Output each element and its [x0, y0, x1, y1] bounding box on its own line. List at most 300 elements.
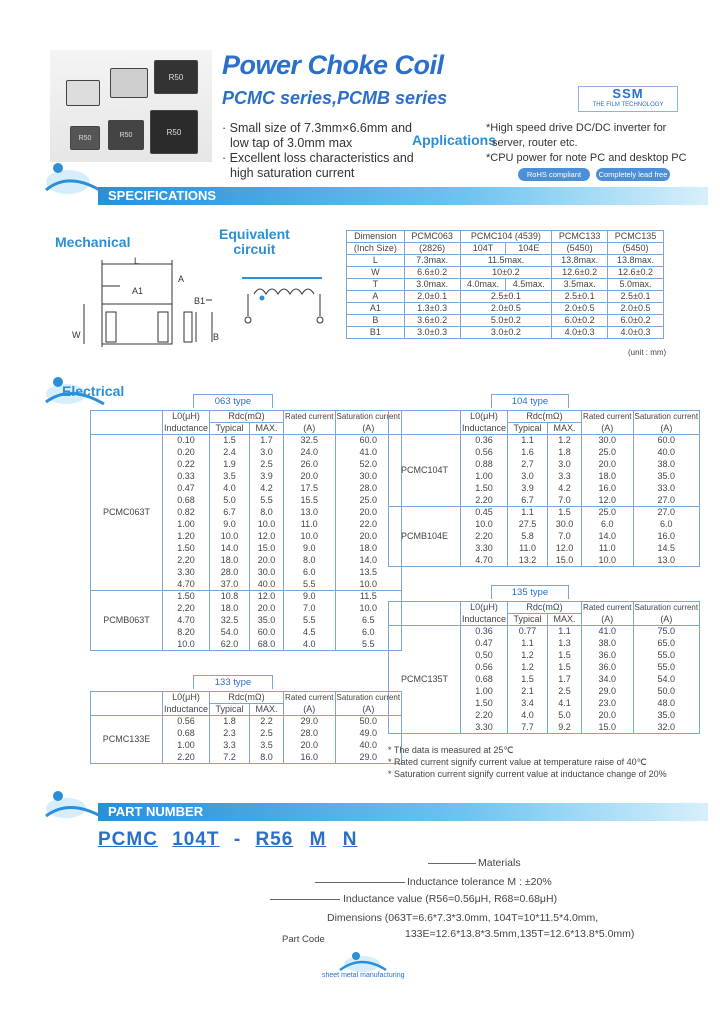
dim-row [347, 291, 664, 303]
dim-head: (5450) [552, 243, 608, 255]
table-cell: 1.6 [508, 447, 548, 459]
table-cell: 25.0 [582, 507, 633, 519]
table-cell: 17.5 [284, 483, 335, 495]
dim-head: PCMC063 [404, 231, 460, 243]
header-unit: (A) [284, 704, 335, 716]
feature-list [222, 121, 422, 181]
table-cell: 12.0 [250, 531, 284, 543]
dim-cell: 12.6±0.2 [608, 267, 664, 279]
dim-cell: A [347, 291, 405, 303]
header-unit: (A) [633, 614, 700, 626]
table-cell: 15.0 [548, 555, 582, 567]
table-cell: 4.70 [461, 555, 508, 567]
table-cell: 54.0 [210, 627, 250, 639]
table-cell: 0.68 [163, 728, 210, 740]
dim-cell: 13.8max. [608, 255, 664, 267]
table-cell: 16.0 [582, 483, 633, 495]
table-cell: 4.0 [284, 639, 335, 651]
dim-head: PCMC133 [552, 231, 608, 243]
table-cell: 27.5 [508, 519, 548, 531]
header-inductance: Inductance [462, 613, 507, 624]
logo-subtext: THE FILM TECHNOLOGY [592, 102, 664, 108]
table-cell: 2.5 [250, 459, 284, 471]
table-cell: 9.0 [210, 519, 250, 531]
table-cell: 62.0 [210, 639, 250, 651]
table-cell: 30.0 [548, 519, 582, 531]
dim-label-a1: A1 [132, 286, 144, 296]
table-cell: 9.2 [548, 722, 582, 734]
header-blank [91, 692, 163, 716]
table-cell: 1.1 [508, 638, 548, 650]
header-rated: Rated current [285, 412, 334, 422]
table-cell: 55.0 [633, 662, 700, 674]
table-cell: 20.0 [284, 471, 335, 483]
table-cell: 2.3 [210, 728, 250, 740]
dim-cell: A1 [347, 303, 405, 315]
table-cell: 4.0 [508, 710, 548, 722]
table-cell: 15.5 [284, 495, 335, 507]
leader-line [315, 882, 405, 883]
table-cell: 6.5 [335, 615, 402, 627]
table-cell: 4.1 [548, 698, 582, 710]
applications-list [486, 121, 716, 166]
table-cell: 32.5 [284, 435, 335, 447]
table-cell: 25.0 [582, 447, 633, 459]
dim-cell: L [347, 255, 405, 267]
table-cell: 10.0 [163, 639, 210, 651]
table-cell: 27.0 [633, 495, 700, 507]
table-cell: 1.2 [508, 662, 548, 674]
dim-cell: 3.6±0.2 [404, 315, 460, 327]
dim-cell: 5.0±0.2 [460, 315, 552, 327]
table-cell: 1.50 [461, 698, 508, 710]
table-header [91, 411, 402, 423]
table-cell: 10.0 [335, 579, 402, 591]
table-header [389, 411, 700, 423]
table-cell: 23.0 [582, 698, 633, 710]
dim-label-b: B [213, 332, 220, 342]
table-cell: 40.0 [633, 447, 700, 459]
table-cell: 50.0 [335, 716, 402, 728]
table-cell: 2.1 [508, 686, 548, 698]
header-unit: (A) [582, 614, 633, 626]
table-row [91, 591, 402, 603]
header-max: MAX. [548, 614, 582, 626]
table-cell: 40.0 [335, 740, 402, 752]
table-cell: 2.20 [163, 555, 210, 567]
table-row [389, 507, 700, 519]
dim-cell: 3.0±0.3 [404, 327, 460, 339]
table-cell: 65.0 [633, 638, 700, 650]
table-cell: 10.8 [210, 591, 250, 603]
dim-cell: 10±0.2 [460, 267, 552, 279]
table-cell: 5.0 [210, 495, 250, 507]
header-unit: (A) [633, 423, 700, 435]
table-cell: 1.1 [548, 626, 582, 638]
table-cell: 18.0 [210, 555, 250, 567]
dim-cell: 12.6±0.2 [552, 267, 608, 279]
table-cell: 25.0 [335, 495, 402, 507]
table-cell: 2.5 [548, 686, 582, 698]
table-cell: 1.5 [548, 650, 582, 662]
table-cell: 11.0 [582, 543, 633, 555]
table-cell: 35.0 [633, 471, 700, 483]
chip-image [66, 80, 100, 106]
table-cell: 2.20 [163, 603, 210, 615]
table-cell: 7.0 [284, 603, 335, 615]
table-cell: 6.0 [582, 519, 633, 531]
header-lo: L0(μH) [163, 411, 210, 423]
table-cell: 12.0 [548, 543, 582, 555]
header-unit: (A) [582, 423, 633, 435]
table-cell: 28.0 [284, 728, 335, 740]
header-lo: L0(μH) [163, 692, 210, 704]
header-lo: L0(μH) [461, 411, 508, 423]
pn-tolerance: M [309, 829, 327, 850]
table-cell: 0.45 [461, 507, 508, 519]
table-cell: 1.1 [508, 507, 548, 519]
leader-line [270, 899, 340, 900]
table-cell: 30.0 [582, 435, 633, 447]
header-rdc: Rdc(mΩ) [210, 411, 284, 423]
dim-cell: 11.5max. [460, 255, 552, 267]
table-row [91, 435, 402, 447]
specifications-bar: SPECIFICATIONS [98, 187, 708, 205]
dim-head: PCMC104 (4539) [460, 231, 552, 243]
chip-image [110, 68, 148, 98]
header-max: MAX. [548, 423, 582, 435]
dim-cell: 7.3max. [404, 255, 460, 267]
leader-line [428, 863, 476, 864]
header-max: MAX. [250, 704, 284, 716]
type-label-135: 135 type [491, 585, 569, 599]
table-cell: 14.0 [210, 543, 250, 555]
dim-cell: 4.5max. [506, 279, 552, 291]
table-cell: 1.5 [210, 435, 250, 447]
table-cell: 6.0 [284, 567, 335, 579]
feature-item: · Excellent loss characteristics and [222, 151, 414, 165]
table-cell: 18.0 [582, 471, 633, 483]
table-cell: 18.0 [335, 543, 402, 555]
table-cell: 54.0 [633, 674, 700, 686]
table-cell: 4.5 [284, 627, 335, 639]
table-cell: 5.5 [284, 579, 335, 591]
table-cell: 2.20 [461, 495, 508, 507]
application-item: server, router etc. [492, 137, 578, 149]
table-cell: 10.0 [284, 531, 335, 543]
table-cell: 12.0 [250, 591, 284, 603]
series-name: PCMB063T [91, 591, 163, 651]
table-cell: 1.8 [210, 716, 250, 728]
table-cell: 60.0 [633, 435, 700, 447]
dim-label-w: W [72, 330, 81, 340]
table-cell: 1.00 [461, 686, 508, 698]
dim-cell: 3.0max. [404, 279, 460, 291]
type-label-104: 104 type [491, 394, 569, 408]
dim-row [347, 255, 664, 267]
equivalent-circuit-label [219, 227, 290, 257]
application-item: *High speed drive DC/DC inverter for [486, 122, 667, 134]
header-typical: Typical [210, 704, 250, 716]
table-cell: 1.5 [548, 662, 582, 674]
application-item: *CPU power for note PC and desktop PC [486, 152, 687, 164]
dim-cell: 13.8max. [552, 255, 608, 267]
table-cell: 13.0 [633, 555, 700, 567]
table-cell: 36.0 [582, 662, 633, 674]
table-cell: 35.0 [633, 710, 700, 722]
inductor-symbol [242, 270, 337, 330]
table-cell: 3.5 [250, 740, 284, 752]
table-cell: 1.5 [548, 507, 582, 519]
series-name: PCMC133E [91, 716, 163, 764]
header-unit: (A) [335, 423, 402, 435]
pn-value-desc: Inductance value (R56=0.56μH, R68=0.68μH) [343, 893, 558, 905]
table-cell: 16.0 [284, 752, 335, 764]
table-cell: 3.0 [508, 471, 548, 483]
table-cell: 6.0 [633, 519, 700, 531]
pn-tolerance-desc: Inductance tolerance M : ±20% [407, 876, 552, 888]
table-cell: 0.56 [163, 716, 210, 728]
dim-cell: 1.3±0.3 [404, 303, 460, 315]
table-cell: 29.0 [335, 752, 402, 764]
table-cell: 28.0 [210, 567, 250, 579]
table-cell: 0.47 [461, 638, 508, 650]
table-cell: 11.0 [508, 543, 548, 555]
table-cell: 4.2 [250, 483, 284, 495]
chip-image: R50 [108, 120, 144, 150]
chip-image: R50 [150, 110, 198, 154]
table-cell: 0.10 [163, 435, 210, 447]
table-cell: 3.0 [548, 459, 582, 471]
dim-cell: 2.0±0.5 [552, 303, 608, 315]
table-cell: 29.0 [582, 686, 633, 698]
footer-logo-text: sheet metal manufacturing [322, 972, 405, 979]
table-cell: 0.50 [461, 650, 508, 662]
table-cell: 28.0 [335, 483, 402, 495]
table-cell: 1.00 [163, 740, 210, 752]
table-cell: 10.0 [461, 519, 508, 531]
table-cell: 10.0 [250, 519, 284, 531]
table-cell: 30.0 [250, 567, 284, 579]
part-number-bar: PART NUMBER [98, 803, 708, 821]
table-cell: 3.3 [210, 740, 250, 752]
dim-label-b1: B1 [194, 296, 206, 306]
table-cell: 1.2 [508, 650, 548, 662]
header-sat: Saturation current [634, 412, 699, 422]
table-104 [388, 410, 700, 567]
table-cell: 22.0 [335, 519, 402, 531]
dim-cell: 2.0±0.5 [460, 303, 552, 315]
header-rated: Rated current [583, 412, 632, 422]
table-cell: 3.5 [210, 471, 250, 483]
chip-image: R50 [70, 126, 100, 150]
dim-cell: B [347, 315, 405, 327]
table-cell: 4.2 [548, 483, 582, 495]
dim-cell: 4.0max. [460, 279, 506, 291]
table-cell: 6.7 [508, 495, 548, 507]
table-cell: 8.0 [250, 507, 284, 519]
table-cell: 0.47 [163, 483, 210, 495]
type-label-133: 133 type [193, 675, 273, 689]
table-cell: 68.0 [250, 639, 284, 651]
table-cell: 7.0 [548, 531, 582, 543]
table-cell: 1.7 [250, 435, 284, 447]
dim-cell: 2.0±0.1 [404, 291, 460, 303]
table-cell: 7.2 [210, 752, 250, 764]
table-cell: 7.7 [508, 722, 548, 734]
table-135 [388, 601, 700, 734]
table-cell: 12.0 [582, 495, 633, 507]
dim-cell: 3.0±0.2 [460, 327, 552, 339]
dim-row [347, 327, 664, 339]
table-cell: 2.7 [508, 459, 548, 471]
header-blank [389, 602, 461, 626]
table-cell: 0.56 [461, 662, 508, 674]
table-cell: 4.70 [163, 615, 210, 627]
dim-cell: B1 [347, 327, 405, 339]
table-cell: 34.0 [582, 674, 633, 686]
header-rdc: Rdc(mΩ) [210, 692, 284, 704]
part-number-example [98, 829, 357, 851]
table-cell: 6.7 [210, 507, 250, 519]
table-cell: 14.0 [335, 555, 402, 567]
table-cell: 2.2 [250, 716, 284, 728]
table-cell: 3.30 [163, 567, 210, 579]
table-cell: 27.0 [633, 507, 700, 519]
table-cell: 14.0 [582, 531, 633, 543]
table-cell: 32.5 [210, 615, 250, 627]
dim-cell: 3.5max. [552, 279, 608, 291]
mechanical-drawing [62, 252, 232, 352]
rohs-badge: RoHS compliant [518, 168, 590, 181]
pn-dims-desc-2: 133E=12.6*13.8*3.5mm,135T=12.6*13.8*5.0mm) [405, 928, 635, 940]
chip-image: R50 [154, 60, 198, 94]
table-cell: 75.0 [633, 626, 700, 638]
table-cell: 41.0 [335, 447, 402, 459]
table-cell: 18.0 [210, 603, 250, 615]
applications-label: Applications [412, 132, 497, 148]
dim-head: 104E [506, 243, 552, 255]
table-cell: 1.1 [508, 435, 548, 447]
table-cell: 10.0 [210, 531, 250, 543]
header-rated: Rated current [583, 603, 632, 613]
table-cell: 0.68 [163, 495, 210, 507]
dim-cell: 5.0max. [608, 279, 664, 291]
lead-free-badge: Completely lead free [596, 168, 670, 181]
pn-value: R56 [255, 829, 294, 850]
header-inductance: Inductance [164, 422, 209, 433]
table-cell: 60.0 [335, 435, 402, 447]
table-cell: 1.00 [461, 471, 508, 483]
table-cell: 5.0 [548, 710, 582, 722]
table-cell: 52.0 [335, 459, 402, 471]
table-cell: 32.0 [633, 722, 700, 734]
table-cell: 2.4 [210, 447, 250, 459]
dim-cell: W [347, 267, 405, 279]
table-063 [90, 410, 402, 651]
pn-dash: - [233, 829, 242, 850]
note-item: * The data is measured at 25℃ [388, 745, 514, 755]
table-cell: 5.5 [335, 639, 402, 651]
table-cell: 36.0 [582, 650, 633, 662]
table-cell: 11.5 [335, 591, 402, 603]
table-cell: 1.00 [163, 519, 210, 531]
table-cell: 8.20 [163, 627, 210, 639]
table-cell: 1.5 [508, 674, 548, 686]
electrical-label: Electrical [62, 383, 125, 399]
table-cell: 0.68 [461, 674, 508, 686]
table-cell: 20.0 [335, 507, 402, 519]
table-cell: 41.0 [582, 626, 633, 638]
dim-head: 104T [460, 243, 506, 255]
table-cell: 20.0 [250, 603, 284, 615]
table-cell: 0.22 [163, 459, 210, 471]
header-rated: Rated current [285, 693, 334, 703]
series-name: PCMB104E [389, 507, 461, 567]
table-row [389, 626, 700, 638]
table-cell: 1.2 [548, 435, 582, 447]
table-cell: 0.36 [461, 435, 508, 447]
pn-material: N [342, 829, 358, 850]
unit-note: (unit : mm) [628, 348, 667, 357]
table-cell: 3.30 [461, 543, 508, 555]
table-cell: 2.20 [461, 710, 508, 722]
header-sat: Saturation current [336, 412, 401, 422]
header-sat: Saturation current [336, 693, 401, 703]
table-row [91, 716, 402, 728]
table-cell: 3.3 [548, 471, 582, 483]
header-typical: Typical [508, 614, 548, 626]
table-cell: 1.8 [548, 447, 582, 459]
table-cell: 4.0 [210, 483, 250, 495]
dim-cell: 2.5±0.1 [460, 291, 552, 303]
table-cell: 1.50 [163, 543, 210, 555]
dim-cell: 4.0±0.3 [552, 327, 608, 339]
page-title: Power Choke Coil [222, 50, 444, 80]
dim-row [347, 267, 664, 279]
note-item: * Rated current signify current value at temperature raise of 40℃ [388, 757, 647, 767]
pn-dimension: 104T [172, 829, 220, 850]
table-cell: 24.0 [284, 447, 335, 459]
dim-label-l: L [134, 256, 140, 266]
table-cell: 55.0 [633, 650, 700, 662]
circuit-text: circuit [233, 241, 276, 257]
header-unit: (A) [284, 423, 335, 435]
header-inductance: Inductance [462, 422, 507, 433]
dim-head: Dimension [347, 231, 405, 243]
table-cell: 15.0 [582, 722, 633, 734]
table-cell: 40.0 [250, 579, 284, 591]
table-cell: 1.9 [210, 459, 250, 471]
notes [388, 744, 667, 780]
table-cell: 4.70 [163, 579, 210, 591]
series-name: PCMC135T [389, 626, 461, 734]
note-item: * Saturation current signify current value at inductance change of 20% [388, 769, 667, 779]
header-blank [91, 411, 163, 435]
table-cell: 1.50 [163, 591, 210, 603]
table-cell: 30.0 [335, 471, 402, 483]
table-cell: 0.77 [508, 626, 548, 638]
table-row [389, 435, 700, 447]
table-cell: 0.88 [461, 459, 508, 471]
table-cell: 0.82 [163, 507, 210, 519]
dim-cell: 6.0±0.2 [552, 315, 608, 327]
table-cell: 29.0 [284, 716, 335, 728]
table-cell: 14.5 [633, 543, 700, 555]
table-cell: 5.5 [250, 495, 284, 507]
feature-item: · Small size of 7.3mm×6.6mm and [222, 121, 412, 135]
header-rdc: Rdc(mΩ) [508, 602, 582, 614]
